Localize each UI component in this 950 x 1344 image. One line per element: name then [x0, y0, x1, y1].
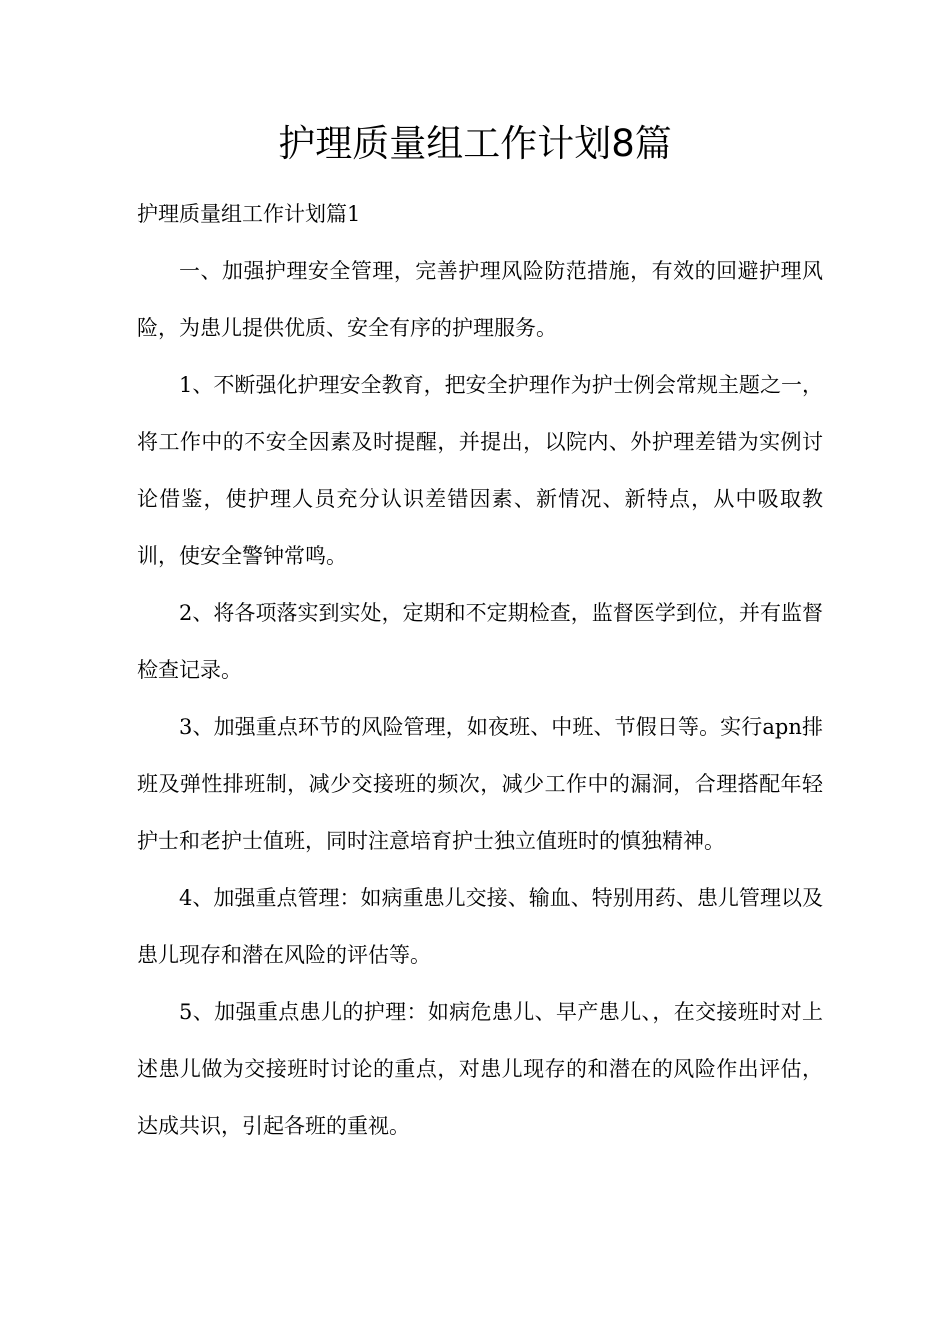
document-body — [137, 186, 823, 1155]
paragraph-5: 4、加强重点管理：如病重患儿交接、输血、特别用药、患儿管理以及患儿现存和潜在风险的评估等。 — [137, 886, 823, 967]
paragraph-4: 3、加强重点环节的风险管理，如夜班、中班、节假日等。实行apn排班及弹性排班制，减少交接班的频次，减少工作中的漏洞，合理搭配年轻护士和老护士值班，同时注意培育护士独立值班时的慎独精神。 — [137, 715, 823, 853]
section-heading: 护理质量组工作计划篇1 — [137, 202, 361, 226]
paragraph-3: 2、将各项落实到实处，定期和不定期检查，监督医学到位，并有监督检查记录。 — [137, 601, 823, 682]
paragraph-6: 5、加强重点患儿的护理：如病危患儿、早产患儿、，在交接班时对上述患儿做为交接班时讨论的重点，对患儿现存的和潜在的风险作出评估，达成共识，引起各班的重视。 — [137, 1000, 823, 1138]
paragraph-1: 一、加强护理安全管理，完善护理风险防范措施，有效的回避护理风险，为患儿提供优质、安全有序的护理服务。 — [137, 259, 823, 340]
document-title: 护理质量组工作计划8篇 — [278, 122, 672, 165]
paragraph-2: 1、不断强化护理安全教育，把安全护理作为护士例会常规主题之一，将工作中的不安全因素及时提醒，并提出，以院内、外护理差错为实例讨论借鉴，使护理人员充分认识差错因素、新情况、新特点，从中吸取教训，使安全警钟常鸣。 — [137, 373, 823, 568]
